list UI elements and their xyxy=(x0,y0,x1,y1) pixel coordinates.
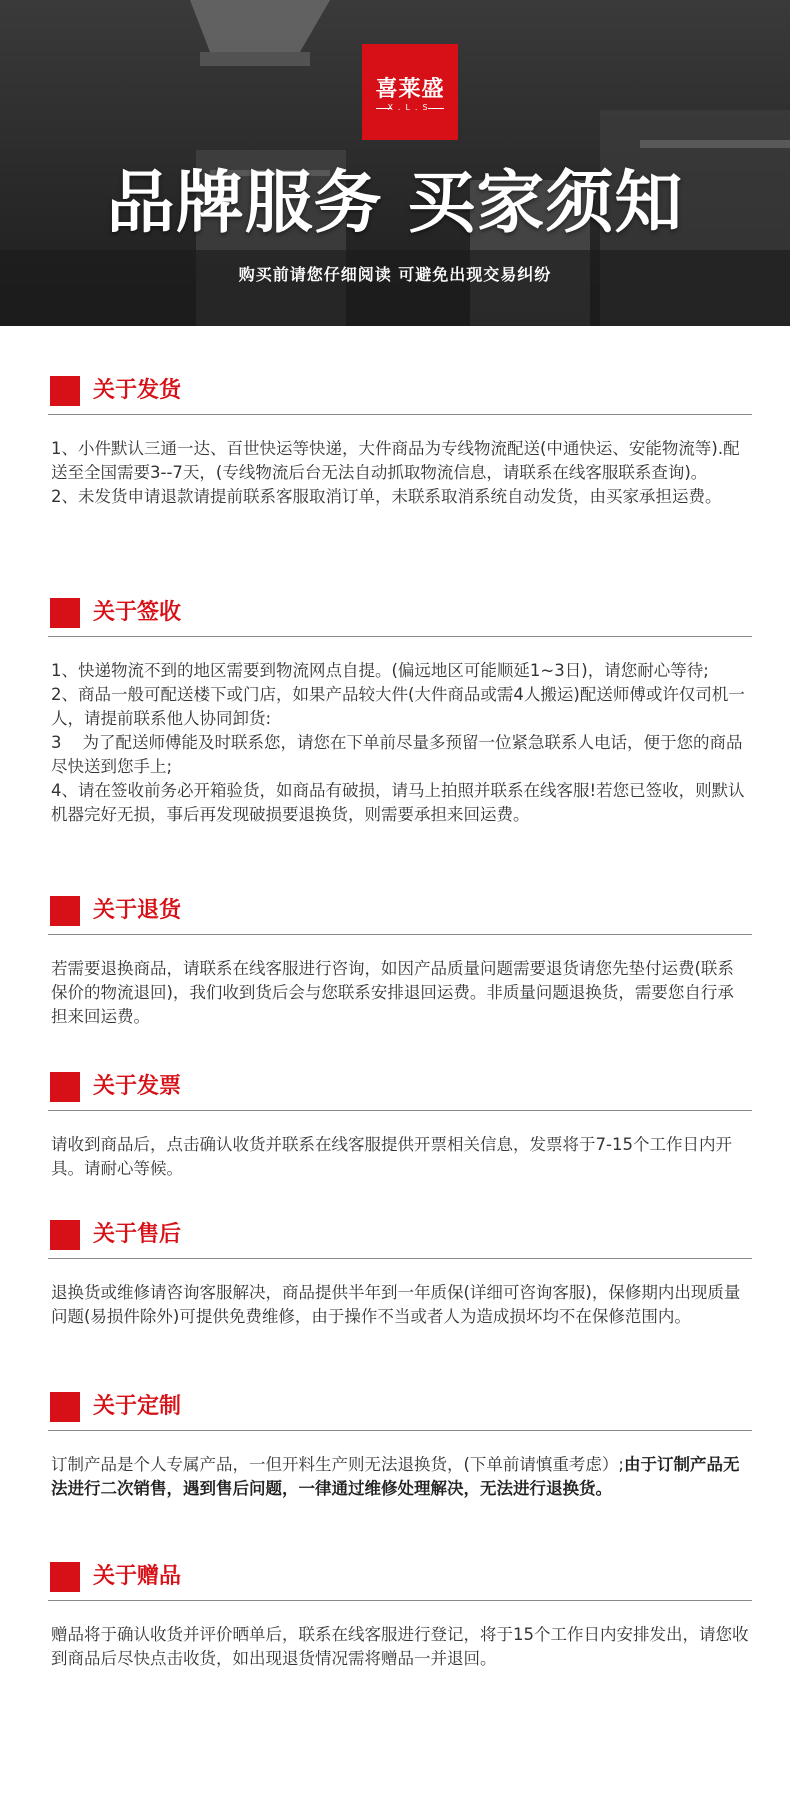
paragraph xyxy=(51,1453,750,1501)
paragraph: 1、快递物流不到的地区需要到物流网点自提。(偏远地区可能顺延1~3日)，请您耐心等待; xyxy=(51,661,709,680)
page-subtitle: 购买前请您仔细阅读 可避免出现交易纠纷 xyxy=(238,265,552,284)
logo-chinese-text: 喜莱盛 xyxy=(375,77,445,102)
section-title: 关于发票 xyxy=(93,1074,182,1099)
section-receipt xyxy=(48,592,752,827)
section-shipping xyxy=(48,370,752,509)
normal-text: 订制产品是个人专属产品，一但开料生产则无法退换货，(下单前请慎重考虑）; xyxy=(51,1455,624,1474)
bold-notice-text: 由于订制产品无法进行二次销售，遇到售后问题，一律通过维修处理解决，无法进行退换货。 xyxy=(51,1455,740,1498)
section-invoice xyxy=(48,1066,752,1181)
section-header xyxy=(48,592,752,637)
red-square-icon xyxy=(50,598,80,628)
section-title: 关于发货 xyxy=(93,378,182,403)
section-header xyxy=(48,890,752,935)
paragraph: 2、商品一般可配送楼下或门店，如果产品较大件(大件商品或需4人搬运)配送师傅或许仅司机一人，请提前联系他人协同卸货: xyxy=(51,685,745,728)
section-title: 关于定制 xyxy=(93,1394,182,1419)
hero-banner xyxy=(0,0,790,326)
section-header xyxy=(48,370,752,415)
paragraph: 2、未发货申请退款请提前联系客服取消订单，未联系取消系统自动发货，由买家承担运费。 xyxy=(51,487,722,506)
paragraph: 若需要退换商品，请联系在线客服进行咨询，如因产品质量问题需要退货请您先垫付运费(联系保价的物流退回)，我们收到货后会与您联系安排退回运费。非质量问题退换货，需要您自行承担来回运费。 xyxy=(51,959,734,1026)
brand-logo xyxy=(362,44,458,140)
section-title: 关于退货 xyxy=(93,898,182,923)
red-square-icon xyxy=(50,1072,80,1102)
section-header xyxy=(48,1214,752,1259)
paragraph: 赠品将于确认收货并评价晒单后，联系在线客服进行登记，将于15个工作日内安排发出，请您收到商品后尽快点击收货，如出现退货情况需将赠品一并退回。 xyxy=(51,1625,749,1668)
section-body xyxy=(48,1623,752,1671)
red-square-icon xyxy=(50,896,80,926)
section-body xyxy=(48,1133,752,1181)
page-title: 品牌服务 买家须知 xyxy=(106,164,684,243)
section-header xyxy=(48,1066,752,1111)
paragraph: 退换货或维修请咨询客服解决，商品提供半年到一年质保(详细可咨询客服)，保修期内出现质量问题(易损件除外)可提供免费维修，由于操作不当或者人为造成损坏均不在保修范围内。 xyxy=(51,1283,741,1326)
paragraph: 1、小件默认三通一达、百世快运等快递，大件商品为专线物流配送(中通快运、安能物流等).配送至全国需要3--7天，(专线物流后台无法自动抓取物流信息，请联系在线客服联系查询)。 xyxy=(51,439,740,482)
section-gifts xyxy=(48,1556,752,1671)
logo-english-text: X.L.S xyxy=(387,103,433,112)
section-title: 关于赠品 xyxy=(93,1564,182,1589)
section-title: 关于售后 xyxy=(93,1222,182,1247)
paragraph: 3 为了配送师傅能及时联系您，请您在下单前尽量多预留一位紧急联系人电话，便于您的商品尽快送到您手上; xyxy=(51,733,743,776)
paragraph: 4、请在签收前务必开箱验货，如商品有破损，请马上拍照并联系在线客服!若您已签收，则默认机器完好无损，事后再发现破损要退换货，则需要承担来回运费。 xyxy=(51,781,745,824)
section-header xyxy=(48,1556,752,1601)
red-square-icon xyxy=(50,1562,80,1592)
paragraph: 请收到商品后，点击确认收货并联系在线客服提供开票相关信息，发票将于7-15个工作日内开具。请耐心等候。 xyxy=(51,1135,732,1178)
section-custom xyxy=(48,1386,752,1501)
section-body xyxy=(48,1453,752,1501)
red-square-icon xyxy=(50,1220,80,1250)
section-body xyxy=(48,1281,752,1329)
section-returns xyxy=(48,890,752,1029)
section-body xyxy=(48,659,752,827)
section-body xyxy=(48,957,752,1029)
red-square-icon xyxy=(50,376,80,406)
section-title: 关于签收 xyxy=(93,600,182,625)
section-header xyxy=(48,1386,752,1431)
red-square-icon xyxy=(50,1392,80,1422)
section-after-sales xyxy=(48,1214,752,1329)
section-body xyxy=(48,437,752,509)
